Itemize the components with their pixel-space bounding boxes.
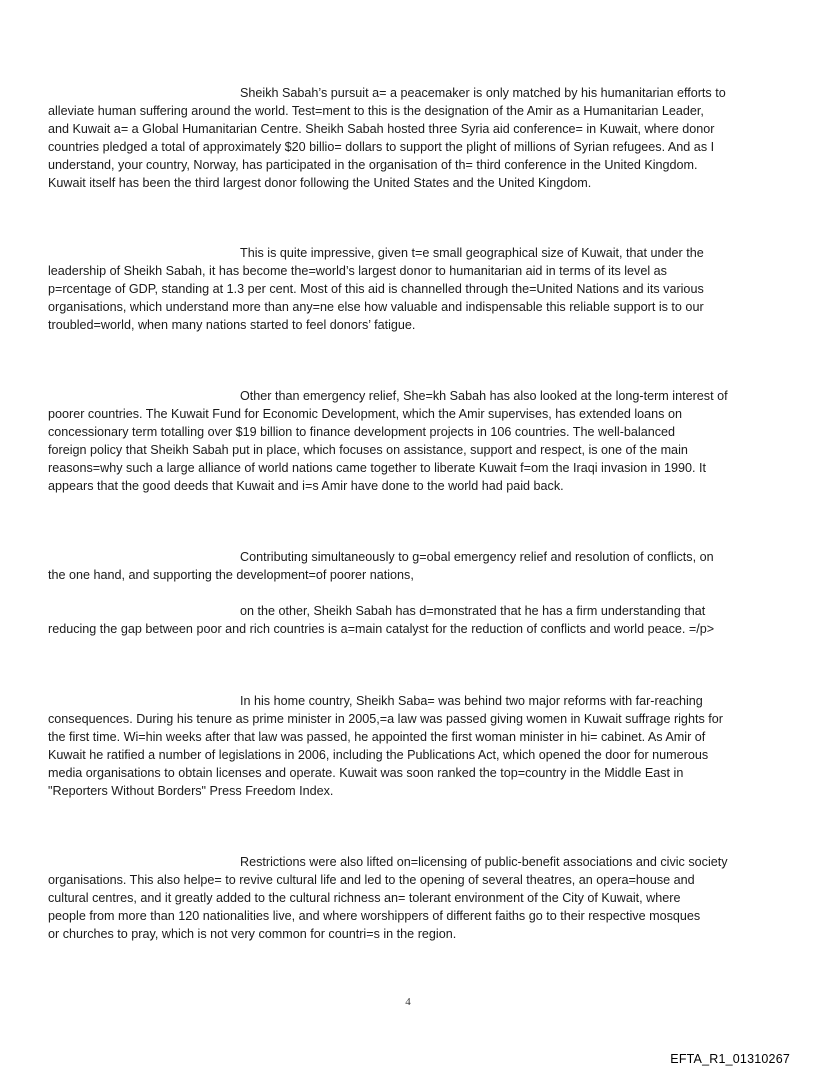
paragraph-line: organisations. This also helpe= to revive cultural life and led to the opening of several theatres, an opera=house and [48, 873, 695, 887]
paragraph-line: Sheikh Sabah’s pursuit a= a peacemaker is only matched by his humanitarian efforts to [240, 86, 726, 100]
paragraph-line: consequences. During his tenure as prime minister in 2005,=a law was passed giving women in Kuwait suffrage rights for [48, 712, 723, 726]
paragraph-line: Kuwait itself has been the third largest donor following the United States and the United Kingdom. [48, 176, 592, 190]
paragraph-line: Kuwait he ratified a number of legislations in 2006, including the Publications Act, which opened the door for numerous [48, 748, 709, 762]
paragraph-restrictions-lifted [48, 853, 768, 943]
paragraph-line: media organisations to obtain licenses and operate. Kuwait was soon ranked the top=country in the Middle East in [48, 766, 684, 780]
paragraph-line: Other than emergency relief, She=kh Sabah has also looked at the long-term interest of [240, 389, 728, 403]
paragraph-reducing-gap [48, 602, 768, 638]
paragraph-line: troubled=world, when many nations started to feel donors’ fatigue. [48, 318, 416, 332]
paragraph-line: Restrictions were also lifted on=licensing of public-benefit associations and civic society [240, 855, 728, 869]
paragraph-line: or churches to pray, which is not very common for countri=s in the region. [48, 927, 457, 941]
paragraph-line: concessionary term totalling over $19 billion to finance development projects in 106 countries. The well-balanced [48, 425, 676, 439]
paragraph-line: leadership of Sheikh Sabah, it has become the=world’s largest donor to humanitarian aid in terms of its level as [48, 264, 667, 278]
paragraph-line: Contributing simultaneously to g=obal emergency relief and resolution of conflicts, on [240, 550, 714, 564]
paragraph-line: alleviate human suffering around the world. Test=ment to this is the designation of the Amir as a Humanitarian Leader, [48, 104, 704, 118]
paragraph-long-term-interest [48, 387, 768, 495]
paragraph-largest-donor [48, 244, 768, 334]
page-number: 4 [405, 996, 411, 1008]
paragraph-line: reducing the gap between poor and rich countries is a=main catalyst for the reduction of conflicts and world peace. =/p> [48, 622, 715, 636]
paragraph-line: This is quite impressive, given t=e small geographical size of Kuwait, that under the [240, 246, 704, 260]
paragraph-line: poorer countries. The Kuwait Fund for Economic Development, which the Amir supervises, has extended loans on [48, 407, 682, 421]
paragraph-line: appears that the good deeds that Kuwait and i=s Amir have done to the world had paid back. [48, 479, 564, 493]
paragraph-line: cultural centres, and it greatly added to the cultural richness an= tolerant environment of the City of Kuwait, where [48, 891, 681, 905]
paragraph-line: organisations, which understand more than any=ne else how valuable and indispensable this reliable support is to our [48, 300, 704, 314]
paragraph-line: the one hand, and supporting the development=of poorer nations, [48, 568, 414, 582]
paragraph-humanitarian-efforts [48, 84, 768, 192]
paragraph-line: p=rcentage of GDP, standing at 1.3 per cent. Most of this aid is channelled through the=United Nations and its various [48, 282, 704, 296]
paragraph-line: "Reporters Without Borders" Press Freedom Index. [48, 784, 334, 798]
document-id-stamp: EFTA_R1_01310267 [670, 1052, 790, 1066]
paragraph-line: understand, your country, Norway, has participated in the organisation of th= third conference in the United Kingdom. [48, 158, 698, 172]
paragraph-line: and Kuwait a= a Global Humanitarian Centre. Sheikh Sabah hosted three Syria aid conference= in Kuwait, where donor [48, 122, 715, 136]
paragraph-line: people from more than 120 nationalities live, and where worshippers of different faiths go to their respective mosques [48, 909, 701, 923]
paragraph-line: countries pledged a total of approximately $20 billio= dollars to support the plight of millions of Syrian refugees. And as I [48, 140, 715, 154]
paragraph-line: reasons=why such a large alliance of world nations came together to liberate Kuwait f=om the Iraqi invasion in 1990. It [48, 461, 707, 475]
paragraph-major-reforms [48, 692, 768, 800]
paragraph-line: on the other, Sheikh Sabah has d=monstrated that he has a firm understanding that [240, 604, 706, 618]
paragraph-line: In his home country, Sheikh Saba= was behind two major reforms with far-reaching [240, 694, 703, 708]
paragraph-line: foreign policy that Sheikh Sabah put in place, which focuses on assistance, support and respect, is one of the main [48, 443, 688, 457]
paragraph-emergency-relief [48, 548, 768, 584]
paragraph-line: the first time. Wi=hin weeks after that law was passed, he appointed the first woman minister in hi= cabinet. As Amir of [48, 730, 706, 744]
